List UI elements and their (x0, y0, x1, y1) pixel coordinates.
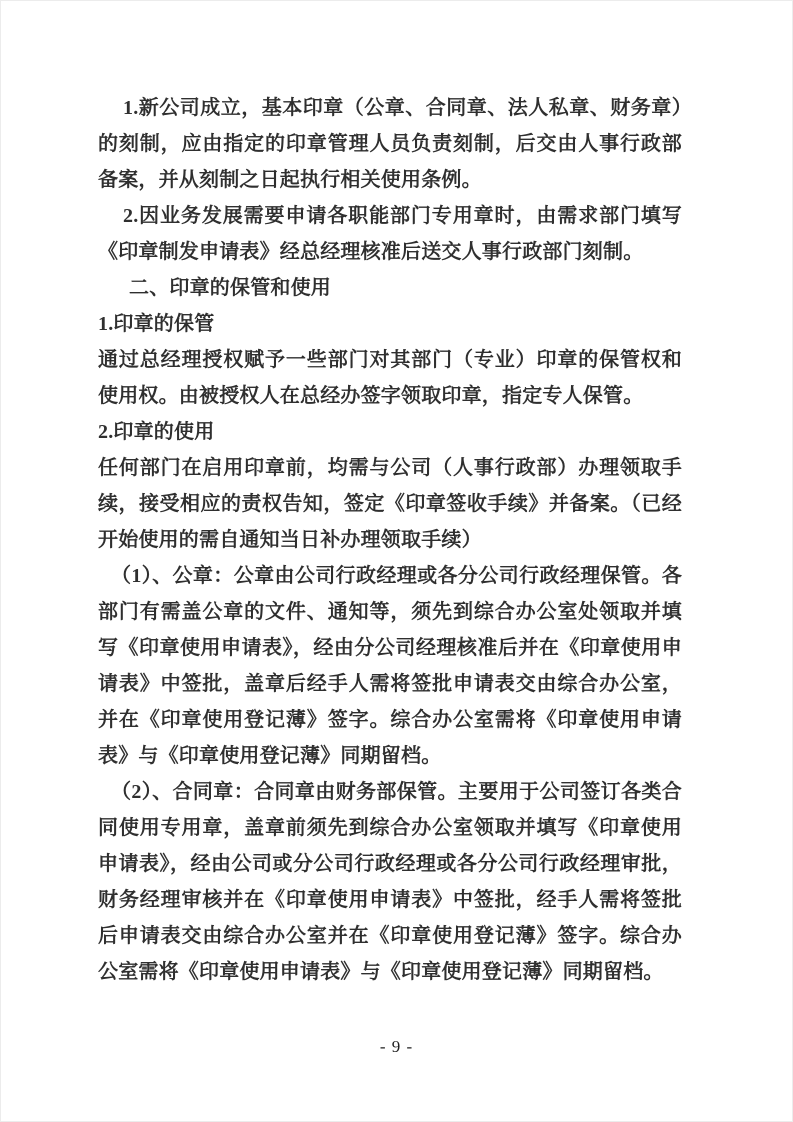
section-heading-seal-storage-and-usage: 二、印章的保管和使用 (129, 277, 331, 299)
subheading-seal-storage: 1.印章的保管 (98, 313, 215, 335)
paragraph-new-company-seals: 1.新公司成立，基本印章（公章、合同章、法人私章、财务章）的刻制，应由指定的印章管理人员负责刻制，后交由人事行政部备案，并从刻制之日起执行相关使用条例。 (98, 97, 682, 191)
document-body (98, 90, 682, 990)
paragraph-department-seal-request: 2.因业务发展需要申请各职能部门专用章时，由需求部门填写《印章制发申请表》经总经理核准后送交人事行政部门刻制。 (98, 205, 682, 263)
page-number: - 9 - (379, 1037, 414, 1056)
paragraph-contract-seal: （2）、合同章：合同章由财务部保管。主要用于公司签订各类合同使用专用章，盖章前须先到综合办公室领取并填写《印章使用申请表》，经由公司或分公司行政经理或各分公司行政经理审批，财务经理审核并在《印章使用申请表》中签批，经手人需将签批后申请表交由综合办公室并在《印章使用登记薄》签字。综合办公室需将《印章使用申请表》与《印章使用登记薄》同期留档。 (98, 781, 682, 983)
paragraph-seal-storage: 通过总经理授权赋予一些部门对其部门（专业）印章的保管权和使用权。由被授权人在总经办签字领取印章，指定专人保管。 (98, 349, 682, 407)
paragraph-official-seal: （1）、公章：公章由公司行政经理或各分公司行政经理保管。各部门有需盖公章的文件、通知等，须先到综合办公室处领取并填写《印章使用申请表》，经由分公司经理核准后并在《印章使用申请表》中签批，盖章后经手人需将签批申请表交由综合办公室，并在《印章使用登记薄》签字。综合办公室需将《印章使用申请表》与《印章使用登记薄》同期留档。 (98, 565, 682, 767)
paragraph-seal-usage: 任何部门在启用印章前，均需与公司（人事行政部）办理领取手续，接受相应的责权告知，签定《印章签收手续》并备案。（已经开始使用的需自通知当日补办理领取手续） (98, 457, 682, 551)
subheading-seal-usage: 2.印章的使用 (98, 421, 215, 443)
